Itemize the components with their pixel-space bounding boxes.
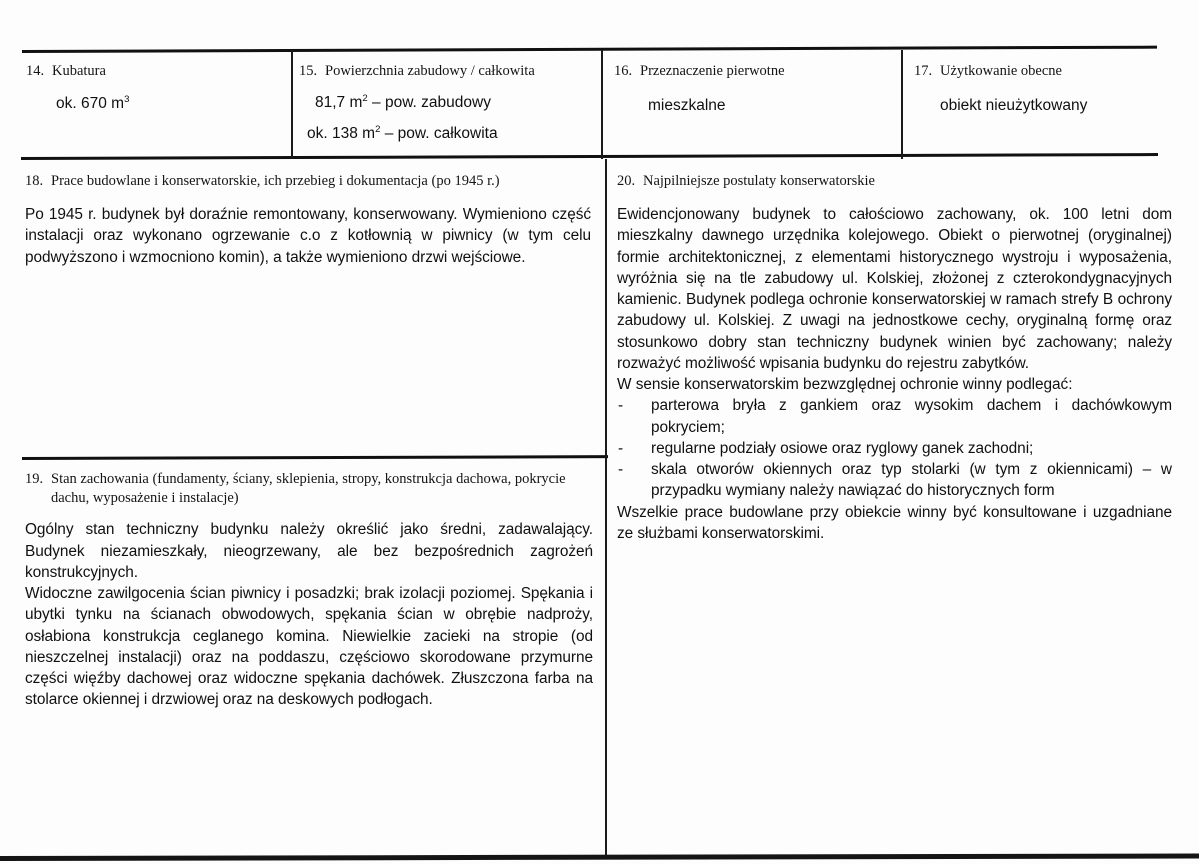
field-15-area-built: 81,7 m [315,94,363,112]
field-16-value: mieszkalne [648,97,726,115]
field-14-value-superscript: 3 [124,93,130,105]
field-18-paragraph: Po 1945 r. budynek był doraźnie remontowany, konserwowany. Wymieniono część instalacji oraz wykonano ogrzewanie c.o z kotłownią w piwnicy (w tym celu podwyższono i wzmocniono komin), a także wymieniono drzwi wejściowe. [25,206,591,266]
list-item-label: regularne podziały osiowe oraz ryglowy ganek zachodni; [651,439,1034,457]
field-14-kubatura [26,62,278,113]
field-17-value: obiekt nieużytkowany [940,97,1088,115]
field-17-uzytkowanie-obecne [914,62,1176,115]
field-14-number: 14. [26,63,45,79]
field-20-caption-text: Najpilniejsze postulaty konserwatorskie [643,173,875,189]
field-20-paragraph-1: Ewidencjonowany budynek to całościowo zachowany, ok. 100 letni dom mieszkalny dawnego urzędnika kolejowego. Obiekt o pierwotnej (oryginalnej) formie architektonicznej, z elementami historycznego wystroju i wyposażenia, wyróżnia się na tle zabudowy ul. Kolskiej, złożonej z czterokondygnacyjnych kamienic. Budynek podlega ochronie konserwatorskiej w ramach strefy B ochrony zabudowy ul. Kolskiej. Z uwagi na jednostkowe cechy, oryginalną formę oraz stosunkowo dobry stan techniczny budynek winien być zachowany; należy rozważyć możliwość wpisania budynku do rejestru zabytków. [617,206,1172,372]
field-18-number: 18. [25,173,44,189]
field-19-number: 19. [25,471,44,487]
field-19-caption-text-line-2: dachu, wyposażenie i instalacje) [51,490,239,507]
table-rule-middle [21,153,1158,160]
dash-marker-icon: - [618,397,624,415]
field-15-value-line-2 [299,125,591,143]
field-17-caption-text: Użytkowanie obecne [940,63,1062,79]
field-15-area-total: ok. 138 m [307,125,376,143]
table-divider-14-15 [291,50,293,159]
field-18-caption [25,172,591,191]
field-14-value [26,95,278,113]
field-15-caption [299,62,591,81]
field-18-prace-budowlane [25,172,591,268]
field-15-powierzchnia [299,62,591,143]
field-20-paragraph-2: W sensie konserwatorskim bezwzględnej ochronie winny podlegać: [617,376,1073,394]
field-16-przeznaczenie-pierwotne [614,62,888,115]
list-item [617,459,1172,502]
field-15-caption-text: Powierzchnia zabudowy / całkowita [325,63,535,79]
field-15-number: 15. [299,63,318,79]
field-20-protection-list [617,395,1172,501]
field-20-caption [617,172,1172,191]
field-19-paragraph-2: Widoczne zawilgocenia ścian piwnicy i posadzki; brak izolacji poziomej. Spękania i ubytki tynku na ścianach obwodowych, spękania ścian w obrębie nadproży, osłabiona konstrukcja ceglanego komina. Niewielkie zacieki na stropie (od nieszczelnej instalacji) oraz na poddaszu, częściowo skorodowane przymurne części więźby dachowej oraz widoczne spękania dachówek. Złuszczona farba na stolarce okiennej i drzwiowej oraz na deskowych podłogach. [25,585,593,709]
field-15-line1-superscript: 2 [362,92,368,104]
table-divider-16-17 [901,50,903,159]
list-item [617,395,1172,438]
field-15-line1-suffix: – pow. zabudowy [367,94,491,112]
table-rule-top [22,46,1157,53]
table-rule-18-19 [22,455,608,460]
dash-marker-icon: - [618,439,624,457]
field-19-caption [25,470,593,508]
field-19-paragraph-1: Ogólny stan techniczny budynku należy określić jako średni, zadawalający. Budynek niezamieszkały, nieogrzewany, ale bez bezpośrednich zagrożeń konstrukcyjnych. [25,521,593,581]
list-item-label: parterowa bryła z gankiem oraz wysokim dachem i dachówkowym pokryciem; [651,397,1172,436]
field-18-body [25,204,591,268]
field-19-body [25,519,593,710]
dash-marker-icon: - [618,461,624,479]
list-item-label: skala otworów okiennych oraz typ stolarki (w tym z okiennicami) – w przypadku wymiany należy nawiązać do historycznych form [651,461,1172,500]
field-18-caption-text: Prace budowlane i konserwatorskie, ich przebieg i dokumentacja (po 1945 r.) [51,173,500,189]
field-20-paragraph-3: Wszelkie prace budowlane przy obiekcie winny być konsultowane i uzgadniane ze służbami konserwatorskimi. [617,503,1172,542]
field-15-line2-superscript: 2 [375,123,381,135]
field-20-postulaty-konserwatorskie [617,172,1172,544]
field-16-caption [614,62,888,81]
field-19-caption-text-line-1: Stan zachowania (fundamenty, ściany, sklepienia, stropy, konstrukcja dachowa, pokrycie [51,471,566,487]
field-14-value-text: ok. 670 m [56,95,125,113]
field-14-caption [26,62,278,81]
field-16-number: 16. [614,63,633,79]
field-14-caption-text: Kubatura [52,63,106,79]
table-divider-main-columns [605,159,607,855]
page-bottom-edge [0,853,1199,861]
field-15-value-line-1 [299,94,591,112]
field-15-value [299,94,591,143]
field-20-body [617,204,1172,544]
field-17-number: 17. [914,63,933,79]
field-16-caption-text: Przeznaczenie pierwotne [640,63,785,79]
list-item [617,438,1172,459]
table-divider-15-16 [601,50,603,159]
field-20-number: 20. [617,173,636,189]
field-19-stan-zachowania [25,470,593,711]
field-17-caption [914,62,1176,81]
field-15-line2-suffix: – pow. całkowita [380,125,498,143]
